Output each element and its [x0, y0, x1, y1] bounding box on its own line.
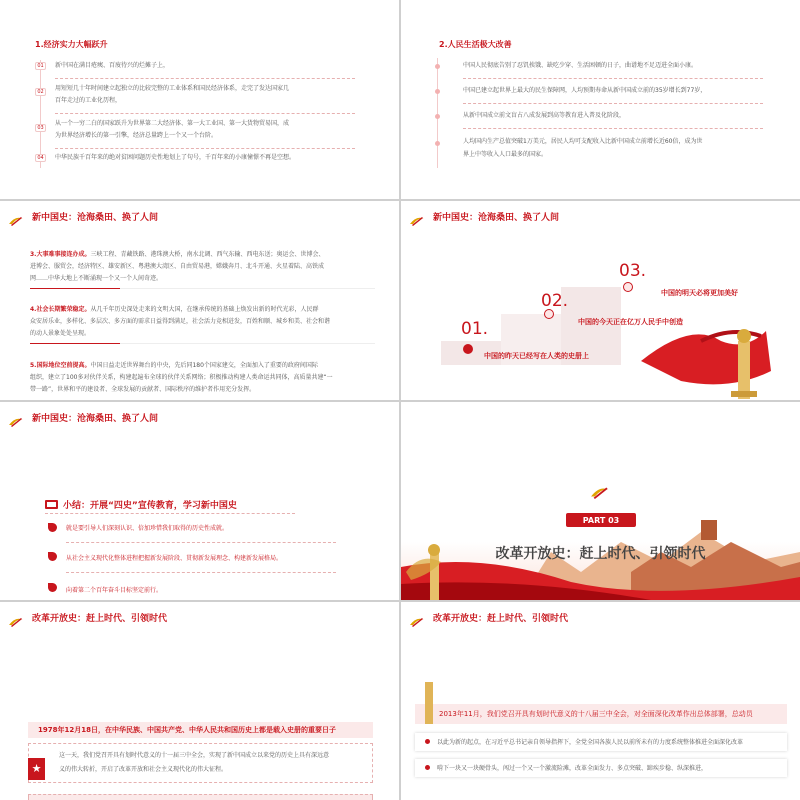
item-text: 新中国在满目疮痍、百废待兴的烂摊子上，: [55, 62, 170, 69]
block-line: 带一路”，世界和平的建设者、全球发展的贡献者、国际秩序的维护者作用充分发挥。: [30, 386, 256, 393]
bullet-dot: [425, 739, 430, 744]
content-line: 这一天，我们党召开具有划时代意义的十一届三中全会，实现了新中国成立以来党的历史上具有深远意: [59, 752, 330, 759]
step-number: 02.: [541, 291, 569, 311]
slide-title: 新中国史：沧海桑田、换了人间: [433, 212, 560, 223]
slide-summary[interactable]: [0, 402, 399, 600]
block-line: 众安居乐业，多样化、多层次、多方面的需求日益得到满足，社会活力竞相迸发，百姓和顺、城乡和美、社会和谐: [30, 318, 331, 325]
step-text: 中国的今天正在亿万人民手中创造: [578, 318, 683, 326]
party-emblem-icon: [8, 412, 24, 423]
step-number: 03.: [619, 261, 647, 281]
slide-header: [409, 610, 568, 624]
step-number: 01.: [461, 319, 489, 339]
block-line: 组织，建立了100多对伙伴关系，构建起遍布全球的伙伴关系网络；积极推动构建人类命运共同体，高质量共建“一: [30, 374, 333, 381]
megaphone-icon: [623, 282, 633, 292]
slide-1978[interactable]: [0, 602, 399, 800]
list-row: [415, 759, 787, 777]
banner-text: 1978年12月18日，在中华民族、中国共产党、中华人民共和国历史上都是载入史册的重要日子: [38, 726, 336, 734]
slide-header: [8, 209, 158, 223]
slide-title: 新中国史：沧海桑田、换了人间: [32, 212, 159, 223]
bullet-icon: [48, 552, 57, 561]
content-box: [28, 743, 373, 783]
summary-heading: 小结：开展“四史”宣传教育，学习新中国史: [63, 501, 237, 511]
step-text: 中国的明天必将更加美好: [661, 289, 738, 297]
slide-title: 改革开放史：赶上时代、引领时代: [433, 613, 569, 624]
steps-graphic: [401, 201, 800, 400]
slide-living[interactable]: [401, 0, 800, 199]
slide-steps[interactable]: [401, 201, 800, 400]
item-number: 04: [35, 154, 46, 162]
item-text: 中华民族千百年来的绝对贫困问题历史性地划上了句号，千百年来的小康憧憬不再是空想。: [55, 154, 296, 161]
item-text: 中国人民彻底告别了忍饥挨饿、缺吃少穿、生活困顿的日子，曲谱地不足迈进全面小康。: [463, 62, 698, 69]
item-text: 从新中国成立前文盲占八成发展到高等教育进入普及化阶段，: [463, 112, 626, 119]
summary-item: 向着第二个百年奋斗目标坚定前行。: [66, 587, 163, 594]
bullet-dot: [425, 765, 430, 770]
item-number: 02: [35, 88, 46, 96]
banner-text: 2013年11月，我们党召开具有划时代意义的十八届三中全会，对全面深化改革作出总体部署，总动员: [439, 710, 753, 718]
screen-icon: [45, 500, 58, 509]
block-line: 的动人景象处处呈现。: [30, 330, 91, 337]
item-number: 03: [35, 124, 46, 132]
bullet-icon: [48, 583, 57, 592]
summary-item: 就是要引导人们深刻认识、倍加珍惜我们取得的历史性成就。: [66, 525, 229, 532]
block-line: 网……中华大地上不断涌现一个又一个人间奇迹。: [30, 275, 163, 282]
party-emblem-icon: [8, 612, 24, 623]
item-text: 界上中等收入人口最多的国家。: [463, 151, 548, 158]
block-line: 进博会、服贸会，经济特区、雄安新区、粤港澳大湾区、自由贸易港，嫦娥奔月、北斗开通、火星着陆、高铁成: [30, 263, 325, 270]
summary-item: 从社会主义现代化整体进程把握新发展阶段、贯彻新发展理念、构建新发展格局。: [66, 555, 283, 562]
list-row: [415, 733, 787, 751]
block-4: 4.社会长期繁荣稳定。从几千年历史深处走来的文明大国，在继承传统的基础上焕发出新的时代光彩，人民群: [30, 306, 319, 313]
item-text: 为世界经济增长的第一引擎，经济总量跨上一个又一个台阶。: [55, 132, 218, 139]
item-text: 人均国内生产总值突破1万美元，居民人均可支配收入比新中国成立前增长近60倍，成为世: [463, 138, 703, 145]
item-number: 01: [35, 62, 46, 70]
slide-title: 新中国史：沧海桑田、换了人间: [32, 413, 159, 424]
bullet-icon: [48, 523, 57, 532]
content-line: 义的伟大转折，开启了改革开放和社会主义现代化的伟大征程。: [59, 766, 228, 773]
section-heading: 2.人民生活极大改善: [439, 40, 512, 49]
block-3: 3.大事难事接连办成。三峡工程、青藏铁路、港珠澳大桥，南水北调、西气东输、西电东送；奥运会、世博会、: [30, 251, 325, 258]
cover-title: 改革开放史：赶上时代、引领时代: [495, 546, 706, 562]
party-emblem-icon: [589, 484, 611, 503]
slide-economy[interactable]: [0, 0, 399, 199]
step-text: 中国的昨天已经写在人类的史册上: [484, 352, 589, 360]
slide-achievements[interactable]: [0, 201, 399, 400]
item-text: 从一个一穷二白的国家跃升为世界第二大经济体、第一大工业国、第一大货物贸易国，成: [55, 120, 290, 127]
party-emblem-icon: [409, 612, 425, 623]
party-emblem-icon: [8, 211, 24, 222]
date-banner: [28, 722, 373, 738]
list-item-text: 以此为新的起点，在习近平总书记亲自领导指挥下，全党全国各族人民以前所未有的力度系统整体推进全面深化改革: [437, 739, 744, 746]
slide-title: 改革开放史：赶上时代、引领时代: [32, 613, 168, 624]
slide-header: [8, 610, 167, 624]
item-text: 中国已建立起世界上最大的民生保障网，人均预期寿命从新中国成立前的35岁增长到77岁，: [463, 87, 707, 94]
huabiao-icon: [425, 682, 433, 724]
slide-header: [8, 410, 158, 424]
list-item-text: 啃下一块又一块硬骨头，闯过一个又一个激流险滩，改革全面发力、多点突破、蹄疾步稳、纵深推进，: [437, 765, 708, 772]
item-text: 用短短几十年时间建立起独立的比较完整的工业体系和国民经济体系，走完了发达国家几: [55, 85, 290, 92]
item-text: 百年走过的工业化历程，: [55, 97, 122, 104]
slide-2013[interactable]: [401, 602, 800, 800]
block-5: 5.国际地位空前提高。中国日益走近世界舞台的中央，先后同180个国家建交，全面加入了重要的政府间国际: [30, 362, 318, 369]
part-label: PART 03: [582, 515, 620, 525]
edit-icon: [463, 344, 473, 354]
section-heading: 1.经济实力大幅跃升: [35, 40, 108, 49]
star-badge: ★: [28, 758, 45, 780]
slide-section-cover[interactable]: [401, 402, 800, 600]
part-badge: [566, 513, 636, 527]
